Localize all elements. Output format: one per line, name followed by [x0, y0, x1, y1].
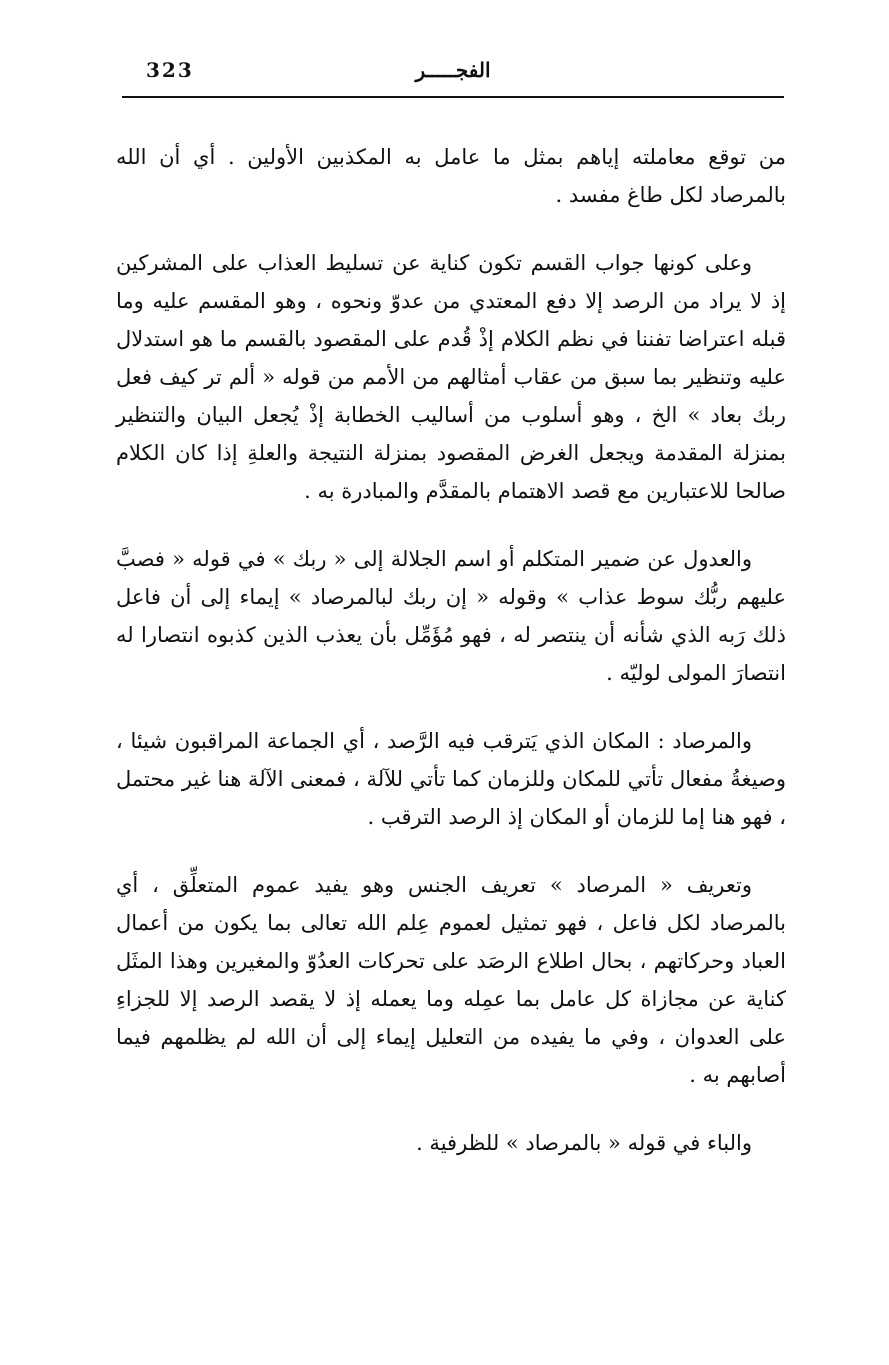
paragraph: وتعريف « المرصاد » تعريف الجنس وهو يفيد عموم المتعلِّق ، أي بالمرصاد لكل فاعل ، فهو تمثيل لعموم عِلم الله تعالى بما يكون من أعمال العباد وحركاتهم ، بحال اطلاع الرصَد على تحركات العدُوّ والمغيرين وهذا المثَل كناية عن مجازاة كل عامل بما عمِله وما يعمله إذ لا يقصد الرصد إلا للجزاءِ على العدوان ، وفي ما يفيده من التعليل إيماء إلى أن الله لم يظلمهم فيما أصابهم به . — [116, 873, 786, 1087]
running-title: الفجـــــر — [415, 58, 491, 82]
page-header — [122, 52, 784, 98]
paragraph: والعدول عن ضمير المتكلم أو اسم الجلالة إلى « ربك » في قوله « فصبَّ عليهم ربُّك سوط عذاب » وقوله « إن ربك لبالمرصاد » إيماء إلى أن فاعل ذلك رَبه الذي شأنه أن ينتصر له ، فهو مُؤَمِّل بأن يعذب الذين كذبوه انتصارا له انتصارَ المولى لوليّه . — [116, 547, 786, 685]
paragraph: من توقع معاملته إياهم بمثل ما عامل به المكذبين الأولين . أي أن الله بالمرصاد لكل طاغ مفسد . — [116, 145, 786, 207]
page-number: 323 — [146, 58, 194, 82]
paragraph: والباء في قوله « بالمرصاد » للظرفية . — [416, 1131, 752, 1155]
paragraph: والمرصاد : المكان الذي يَترقب فيه الرَّصد ، أي الجماعة المراقبون شيئا ، وصيغةُ مفعال تأتي للمكان وللزمان كما تأتي للآلة ، فمعنى الآلة هنا غير محتمل ، فهو هنا إما للزمان أو المكان إذ الرصد الترقب . — [116, 729, 786, 829]
paragraph: وعلى كونها جواب القسم تكون كناية عن تسليط العذاب على المشركين إذ لا يراد من الرصد إلا دفع المعتدي من عدوّ ونحوه ، وهو المقسم عليه وما قبله اعتراضا تفننا في نظم الكلام إذْ قُدم على المقصود بالقسم ما هو استدلال عليه وتنظير بما سبق من عقاب أمثالهم من الأمم من قوله « ألم تر كيف فعل ربك بعاد » الخ ، وهو أسلوب من أساليب الخطابة إذْ يُجعل البيان والتنظير بمنزلة المقدمة ويجعل الغرض المقصود بمنزلة النتيجة والعلةِ إذا كان الكلام صالحا للاعتبارين مع قصد الاهتمام بالمقدَّم والمبادرة به . — [116, 251, 786, 503]
body-text — [116, 138, 786, 1192]
